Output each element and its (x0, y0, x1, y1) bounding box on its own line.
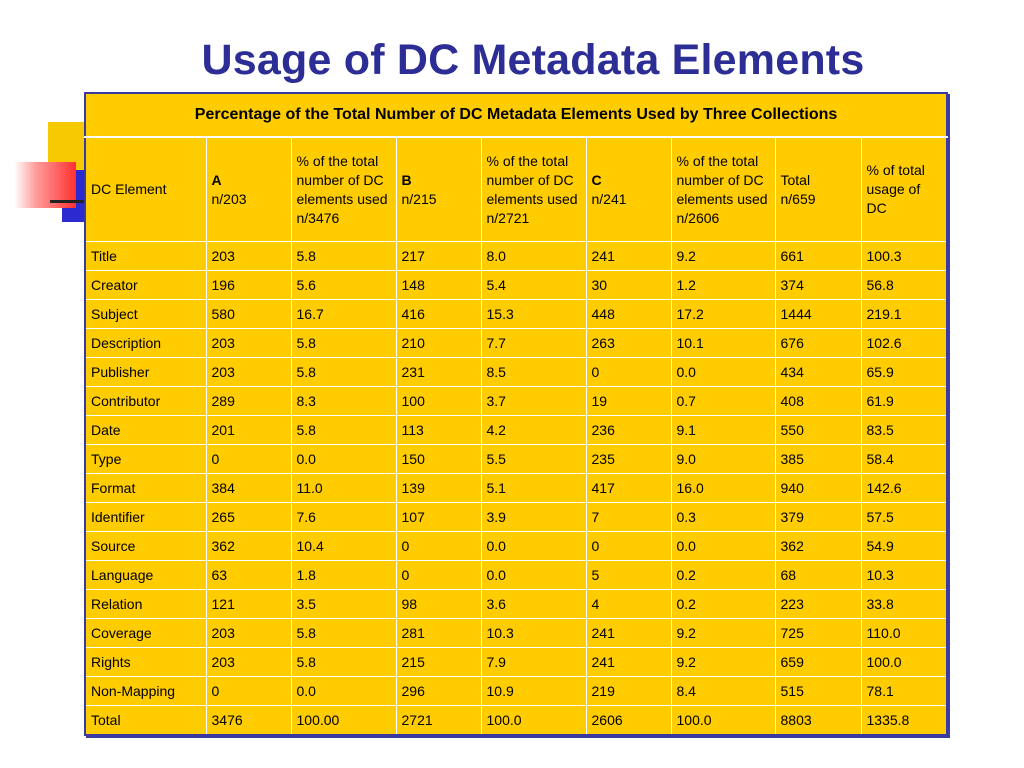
cell-a-count: 0 (206, 445, 291, 474)
cell-c-count: 241 (586, 648, 671, 677)
table-row (85, 590, 947, 619)
cell-c-percent: 0.2 (671, 561, 775, 590)
cell-usage-percent: 142.6 (861, 474, 947, 503)
cell-dc-element: Subject (85, 300, 206, 329)
cell-c-percent: 9.2 (671, 619, 775, 648)
table-row (85, 416, 947, 445)
cell-usage-percent: 102.6 (861, 329, 947, 358)
dc-usage-table (84, 92, 948, 736)
cell-total: 8803 (775, 706, 861, 736)
cell-c-count: 5 (586, 561, 671, 590)
table-container (84, 92, 948, 736)
cell-a-count: 580 (206, 300, 291, 329)
cell-a-percent: 3.5 (291, 590, 396, 619)
cell-usage-percent: 10.3 (861, 561, 947, 590)
cell-a-percent: 16.7 (291, 300, 396, 329)
cell-dc-element: Non-Mapping (85, 677, 206, 706)
cell-b-percent: 5.4 (481, 271, 586, 300)
cell-a-count: 265 (206, 503, 291, 532)
cell-dc-element: Coverage (85, 619, 206, 648)
cell-b-count: 0 (396, 532, 481, 561)
cell-c-percent: 0.3 (671, 503, 775, 532)
cell-a-count: 289 (206, 387, 291, 416)
cell-b-count: 150 (396, 445, 481, 474)
cell-b-percent: 3.6 (481, 590, 586, 619)
cell-a-percent: 5.8 (291, 358, 396, 387)
cell-dc-element: Description (85, 329, 206, 358)
cell-a-count: 201 (206, 416, 291, 445)
cell-b-count: 215 (396, 648, 481, 677)
cell-a-percent: 8.3 (291, 387, 396, 416)
cell-c-count: 417 (586, 474, 671, 503)
table-row (85, 706, 947, 736)
cell-b-percent: 5.5 (481, 445, 586, 474)
cell-total: 408 (775, 387, 861, 416)
cell-a-percent: 0.0 (291, 677, 396, 706)
cell-total: 223 (775, 590, 861, 619)
cell-c-count: 0 (586, 532, 671, 561)
collection-b-count: n/215 (401, 190, 437, 207)
header-percent-b: % of the total number of DC elements used n/2721 (481, 137, 586, 242)
table-row (85, 619, 947, 648)
cell-a-count: 203 (206, 358, 291, 387)
cell-c-count: 0 (586, 358, 671, 387)
cell-b-percent: 10.3 (481, 619, 586, 648)
cell-usage-percent: 57.5 (861, 503, 947, 532)
cell-b-count: 100 (396, 387, 481, 416)
cell-b-percent: 3.9 (481, 503, 586, 532)
cell-total: 725 (775, 619, 861, 648)
cell-b-percent: 4.2 (481, 416, 586, 445)
cell-c-count: 241 (586, 619, 671, 648)
cell-a-count: 0 (206, 677, 291, 706)
cell-usage-percent: 1335.8 (861, 706, 947, 736)
cell-b-percent: 8.5 (481, 358, 586, 387)
cell-b-percent: 100.0 (481, 706, 586, 736)
cell-c-count: 235 (586, 445, 671, 474)
cell-c-count: 241 (586, 242, 671, 271)
table-row (85, 445, 947, 474)
cell-a-count: 63 (206, 561, 291, 590)
header-collection-b (396, 137, 481, 242)
cell-usage-percent: 219.1 (861, 300, 947, 329)
table-row (85, 271, 947, 300)
cell-usage-percent: 100.0 (861, 648, 947, 677)
cell-c-percent: 100.0 (671, 706, 775, 736)
cell-b-count: 296 (396, 677, 481, 706)
cell-usage-percent: 78.1 (861, 677, 947, 706)
cell-a-percent: 1.8 (291, 561, 396, 590)
collection-c-count: n/241 (591, 190, 627, 207)
cell-c-count: 236 (586, 416, 671, 445)
cell-dc-element: Type (85, 445, 206, 474)
table-body (85, 242, 947, 736)
cell-c-percent: 10.1 (671, 329, 775, 358)
header-usage-percent: % of total usage of DC (861, 137, 947, 242)
collection-a-count: n/203 (211, 190, 247, 207)
header-total: Total n/659 (775, 137, 861, 242)
cell-a-count: 3476 (206, 706, 291, 736)
cell-dc-element: Format (85, 474, 206, 503)
cell-b-percent: 7.9 (481, 648, 586, 677)
cell-c-percent: 9.2 (671, 648, 775, 677)
table-row (85, 474, 947, 503)
cell-a-percent: 0.0 (291, 445, 396, 474)
cell-c-percent: 0.2 (671, 590, 775, 619)
cell-total: 374 (775, 271, 861, 300)
cell-b-count: 2721 (396, 706, 481, 736)
cell-c-percent: 1.2 (671, 271, 775, 300)
cell-a-percent: 11.0 (291, 474, 396, 503)
cell-a-percent: 5.8 (291, 619, 396, 648)
cell-total: 661 (775, 242, 861, 271)
cell-c-count: 263 (586, 329, 671, 358)
cell-dc-element: Title (85, 242, 206, 271)
cell-total: 362 (775, 532, 861, 561)
collection-b-label: B (401, 171, 412, 188)
cell-b-count: 416 (396, 300, 481, 329)
cell-a-percent: 5.8 (291, 416, 396, 445)
cell-usage-percent: 33.8 (861, 590, 947, 619)
table-row (85, 648, 947, 677)
decorative-divider-line (50, 200, 88, 203)
cell-b-count: 113 (396, 416, 481, 445)
cell-a-count: 196 (206, 271, 291, 300)
cell-total: 515 (775, 677, 861, 706)
cell-c-percent: 8.4 (671, 677, 775, 706)
cell-b-count: 107 (396, 503, 481, 532)
cell-c-percent: 16.0 (671, 474, 775, 503)
cell-a-percent: 10.4 (291, 532, 396, 561)
cell-total: 550 (775, 416, 861, 445)
cell-dc-element: Total (85, 706, 206, 736)
cell-b-percent: 15.3 (481, 300, 586, 329)
cell-usage-percent: 110.0 (861, 619, 947, 648)
cell-a-count: 384 (206, 474, 291, 503)
cell-a-percent: 100.00 (291, 706, 396, 736)
cell-c-percent: 9.2 (671, 242, 775, 271)
cell-a-percent: 5.8 (291, 329, 396, 358)
cell-total: 940 (775, 474, 861, 503)
cell-a-percent: 5.6 (291, 271, 396, 300)
cell-dc-element: Contributor (85, 387, 206, 416)
cell-usage-percent: 61.9 (861, 387, 947, 416)
cell-usage-percent: 100.3 (861, 242, 947, 271)
collection-a-label: A (211, 171, 222, 188)
cell-usage-percent: 58.4 (861, 445, 947, 474)
cell-c-percent: 9.0 (671, 445, 775, 474)
table-row (85, 387, 947, 416)
cell-a-count: 203 (206, 648, 291, 677)
cell-a-count: 203 (206, 619, 291, 648)
header-percent-a: % of the total number of DC elements used n/3476 (291, 137, 396, 242)
cell-total: 676 (775, 329, 861, 358)
cell-b-percent: 3.7 (481, 387, 586, 416)
cell-b-count: 281 (396, 619, 481, 648)
cell-b-percent: 8.0 (481, 242, 586, 271)
cell-c-count: 448 (586, 300, 671, 329)
cell-dc-element: Date (85, 416, 206, 445)
cell-c-count: 19 (586, 387, 671, 416)
table-row (85, 329, 947, 358)
cell-a-percent: 5.8 (291, 242, 396, 271)
header-dc-element: DC Element (85, 137, 206, 242)
cell-c-count: 219 (586, 677, 671, 706)
cell-c-percent: 17.2 (671, 300, 775, 329)
table-row (85, 358, 947, 387)
cell-b-count: 0 (396, 561, 481, 590)
cell-dc-element: Identifier (85, 503, 206, 532)
header-collection-a (206, 137, 291, 242)
cell-a-count: 203 (206, 242, 291, 271)
cell-usage-percent: 54.9 (861, 532, 947, 561)
cell-total: 385 (775, 445, 861, 474)
cell-usage-percent: 56.8 (861, 271, 947, 300)
cell-b-count: 217 (396, 242, 481, 271)
table-row (85, 503, 947, 532)
table-row (85, 242, 947, 271)
cell-dc-element: Publisher (85, 358, 206, 387)
table-row (85, 561, 947, 590)
cell-c-count: 2606 (586, 706, 671, 736)
cell-b-percent: 0.0 (481, 532, 586, 561)
collection-c-label: C (591, 171, 602, 188)
cell-b-percent: 7.7 (481, 329, 586, 358)
cell-c-count: 4 (586, 590, 671, 619)
cell-b-count: 231 (396, 358, 481, 387)
cell-c-percent: 9.1 (671, 416, 775, 445)
table-row (85, 532, 947, 561)
cell-total: 434 (775, 358, 861, 387)
cell-b-percent: 0.0 (481, 561, 586, 590)
cell-a-count: 362 (206, 532, 291, 561)
cell-a-percent: 7.6 (291, 503, 396, 532)
cell-a-percent: 5.8 (291, 648, 396, 677)
cell-c-percent: 0.0 (671, 532, 775, 561)
table-row (85, 677, 947, 706)
cell-dc-element: Source (85, 532, 206, 561)
cell-b-count: 148 (396, 271, 481, 300)
slide-title: Usage of DC Metadata Elements (201, 36, 865, 84)
cell-c-percent: 0.7 (671, 387, 775, 416)
cell-dc-element: Relation (85, 590, 206, 619)
cell-c-count: 30 (586, 271, 671, 300)
cell-b-count: 98 (396, 590, 481, 619)
cell-dc-element: Language (85, 561, 206, 590)
cell-usage-percent: 83.5 (861, 416, 947, 445)
cell-total: 68 (775, 561, 861, 590)
cell-a-count: 121 (206, 590, 291, 619)
cell-c-percent: 0.0 (671, 358, 775, 387)
cell-dc-element: Creator (85, 271, 206, 300)
header-percent-c: % of the total number of DC elements used n/2606 (671, 137, 775, 242)
header-collection-c (586, 137, 671, 242)
table-caption: Percentage of the Total Number of DC Metadata Elements Used by Three Collections (85, 93, 947, 137)
table-row (85, 300, 947, 329)
cell-total: 1444 (775, 300, 861, 329)
cell-b-count: 139 (396, 474, 481, 503)
cell-a-count: 203 (206, 329, 291, 358)
cell-usage-percent: 65.9 (861, 358, 947, 387)
cell-b-percent: 10.9 (481, 677, 586, 706)
cell-c-count: 7 (586, 503, 671, 532)
cell-b-count: 210 (396, 329, 481, 358)
cell-b-percent: 5.1 (481, 474, 586, 503)
cell-dc-element: Rights (85, 648, 206, 677)
cell-total: 659 (775, 648, 861, 677)
cell-total: 379 (775, 503, 861, 532)
